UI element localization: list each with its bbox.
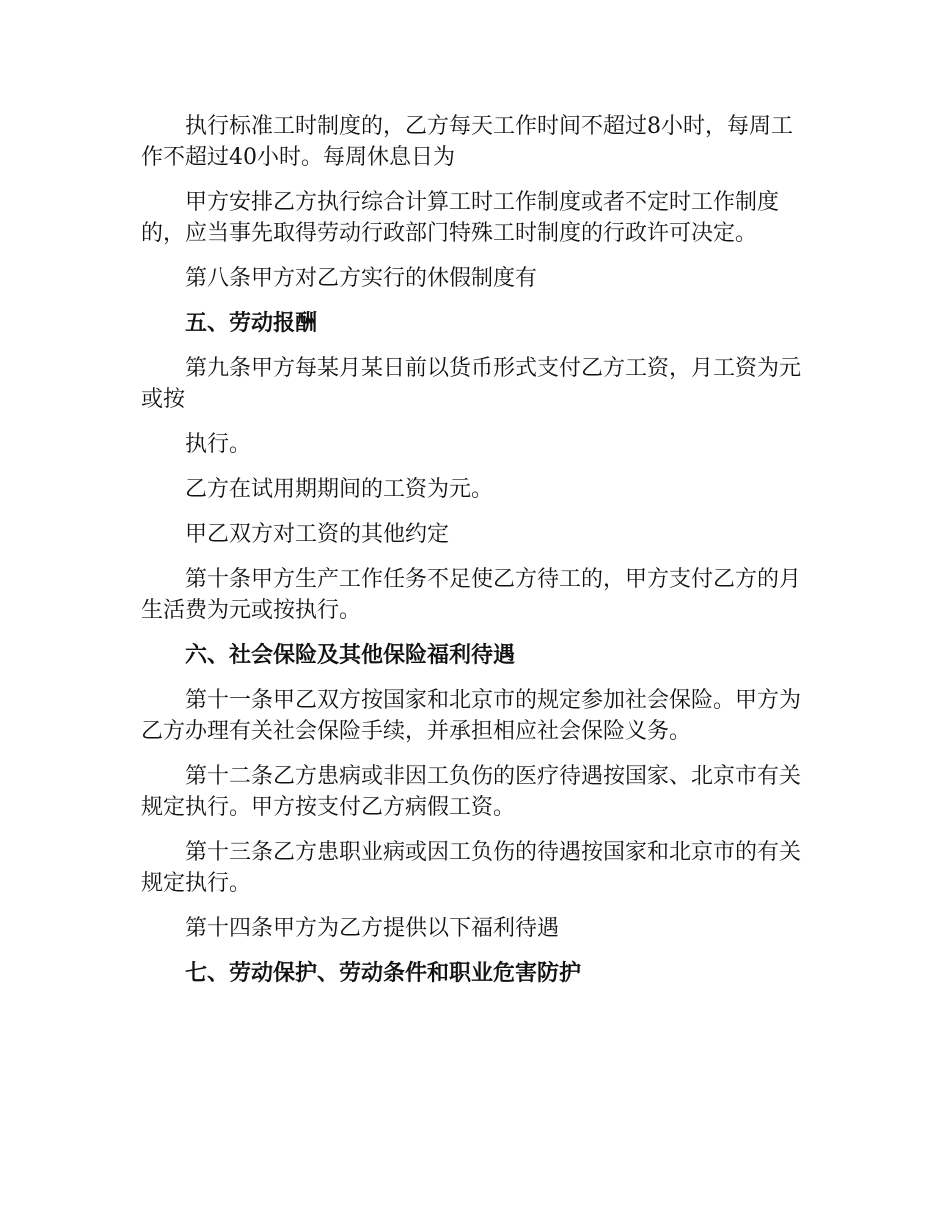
paragraph-article-9: 第九条甲方每某月某日前以货币形式支付乙方工资，月工资为元或按	[141, 356, 802, 412]
paragraph-article-12: 第十二条乙方患病或非因工负伤的医疗待遇按国家、北京市有关规定执行。甲方按支付乙方病假工资。	[141, 764, 802, 820]
document-body	[141, 111, 813, 1003]
paragraph-standard-hours: 执行标准工时制度的，乙方每天工作时间不超过8小时，每周工作不超过40小时。每周休息日为	[141, 114, 793, 170]
paragraph-execute: 执行。	[185, 432, 252, 457]
section-heading-labor-remuneration: 五、劳动报酬	[185, 310, 318, 336]
paragraph-probation-wage: 乙方在试用期期间的工资为元。	[185, 477, 494, 502]
paragraph-article-11: 第十一条甲乙双方按国家和北京市的规定参加社会保险。甲方为乙方办理有关社会保险手续，并承担相应社会保险义务。	[141, 688, 802, 744]
paragraph-article-14: 第十四条甲方为乙方提供以下福利待遇	[185, 916, 560, 941]
section-heading-labor-protection: 七、劳动保护、劳动条件和职业危害防护	[185, 960, 582, 986]
paragraph-other-wage-agreement: 甲乙双方对工资的其他约定	[185, 522, 450, 547]
paragraph-article-13: 第十三条乙方患职业病或因工负伤的待遇按国家和北京市的有关规定执行。	[141, 840, 802, 896]
section-heading-social-insurance: 六、社会保险及其他保险福利待遇	[185, 642, 516, 668]
paragraph-article-8: 第八条甲方对乙方实行的休假制度有	[185, 266, 538, 291]
paragraph-special-hours: 甲方安排乙方执行综合计算工时工作制度或者不定时工作制度的，应当事先取得劳动行政部门特殊工时制度的行政许可决定。	[141, 190, 780, 246]
paragraph-article-10: 第十条甲方生产工作任务不足使乙方待工的，甲方支付乙方的月生活费为元或按执行。	[141, 567, 802, 623]
